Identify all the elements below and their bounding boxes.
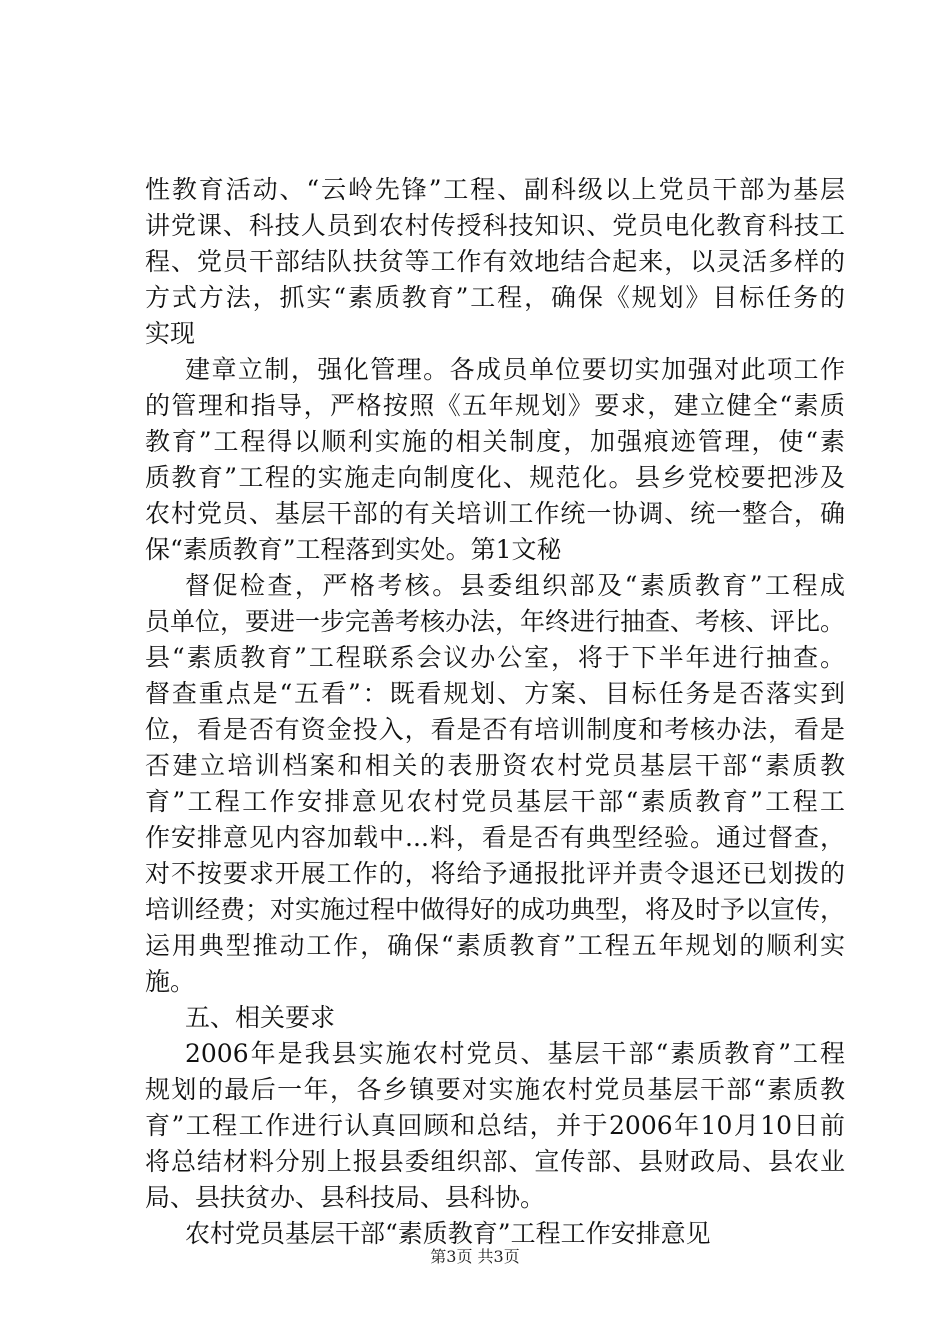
text-line: 规划的最后一年，各乡镇要对实施农村党员基层干部“素质教 [145, 1075, 845, 1104]
text-line: 督促检查，严格考核。县委组织部及“素质教育”工程成 [185, 571, 845, 600]
text-line: 2006年是我县实施农村党员、基层干部“素质教育”工程 [185, 1039, 845, 1068]
text-line: 育”工程工作安排意见农村党员基层干部“素质教育”工程工 [145, 787, 845, 816]
page-footer [0, 1246, 950, 1268]
text-line: 实现 [145, 319, 196, 348]
text-line: 农村党员基层干部“素质教育”工程工作安排意见 [185, 1219, 711, 1248]
page-number: 第3页 共3页 [430, 1247, 520, 1266]
text-line: 育”工程工作进行认真回顾和总结，并于2006年10月10日前 [145, 1111, 845, 1140]
text-line: 局、县扶贫办、县科技局、县科协。 [145, 1183, 546, 1212]
text-line: 保“素质教育”工程落到实处。第1文秘 [145, 535, 562, 564]
text-line: 农村党员、基层干部的有关培训工作统一协调、统一整合，确 [145, 499, 845, 528]
text-line: 对不按要求开展工作的，将给予通报批评并责令退还已划拨的 [145, 859, 845, 888]
document-body [145, 172, 845, 1252]
text-line: 质教育”工程的实施走向制度化、规范化。县乡党校要把涉及 [145, 463, 845, 492]
text-line: 作安排意见内容加载中...料，看是否有典型经验。通过督查， [145, 823, 845, 852]
text-line: 运用典型推动工作，确保“素质教育”工程五年规划的顺利实 [145, 931, 845, 960]
text-line: 培训经费；对实施过程中做得好的成功典型，将及时予以宣传， [145, 895, 845, 924]
text-line: 否建立培训档案和相关的表册资农村党员基层干部“素质教 [145, 751, 845, 780]
text-line: 讲党课、科技人员到农村传授科技知识、党员电化教育科技工 [145, 211, 845, 240]
text-line: 建章立制，强化管理。各成员单位要切实加强对此项工作 [185, 355, 845, 384]
text-line: 程、党员干部结队扶贫等工作有效地结合起来，以灵活多样的 [145, 247, 845, 276]
text-line: 方式方法，抓实“素质教育”工程，确保《规划》目标任务的 [145, 283, 845, 312]
text-line: 督查重点是“五看”：既看规划、方案、目标任务是否落实到 [145, 679, 845, 708]
text-line: 的管理和指导，严格按照《五年规划》要求，建立健全“素质 [145, 391, 845, 420]
section-heading: 五、相关要求 [185, 1003, 336, 1032]
text-line: 施。 [145, 967, 196, 996]
text-line: 员单位，要进一步完善考核办法，年终进行抽查、考核、评比。 [145, 607, 845, 636]
text-line: 性教育活动、“云岭先锋”工程、副科级以上党员干部为基层 [145, 175, 845, 204]
text-line: 位，看是否有资金投入，看是否有培训制度和考核办法，看是 [145, 715, 845, 744]
text-line: 将总结材料分别上报县委组织部、宣传部、县财政局、县农业 [145, 1147, 845, 1176]
text-line: 教育”工程得以顺利实施的相关制度，加强痕迹管理，使“素 [145, 427, 845, 456]
text-line: 县“素质教育”工程联系会议办公室，将于下半年进行抽查。 [145, 643, 845, 672]
